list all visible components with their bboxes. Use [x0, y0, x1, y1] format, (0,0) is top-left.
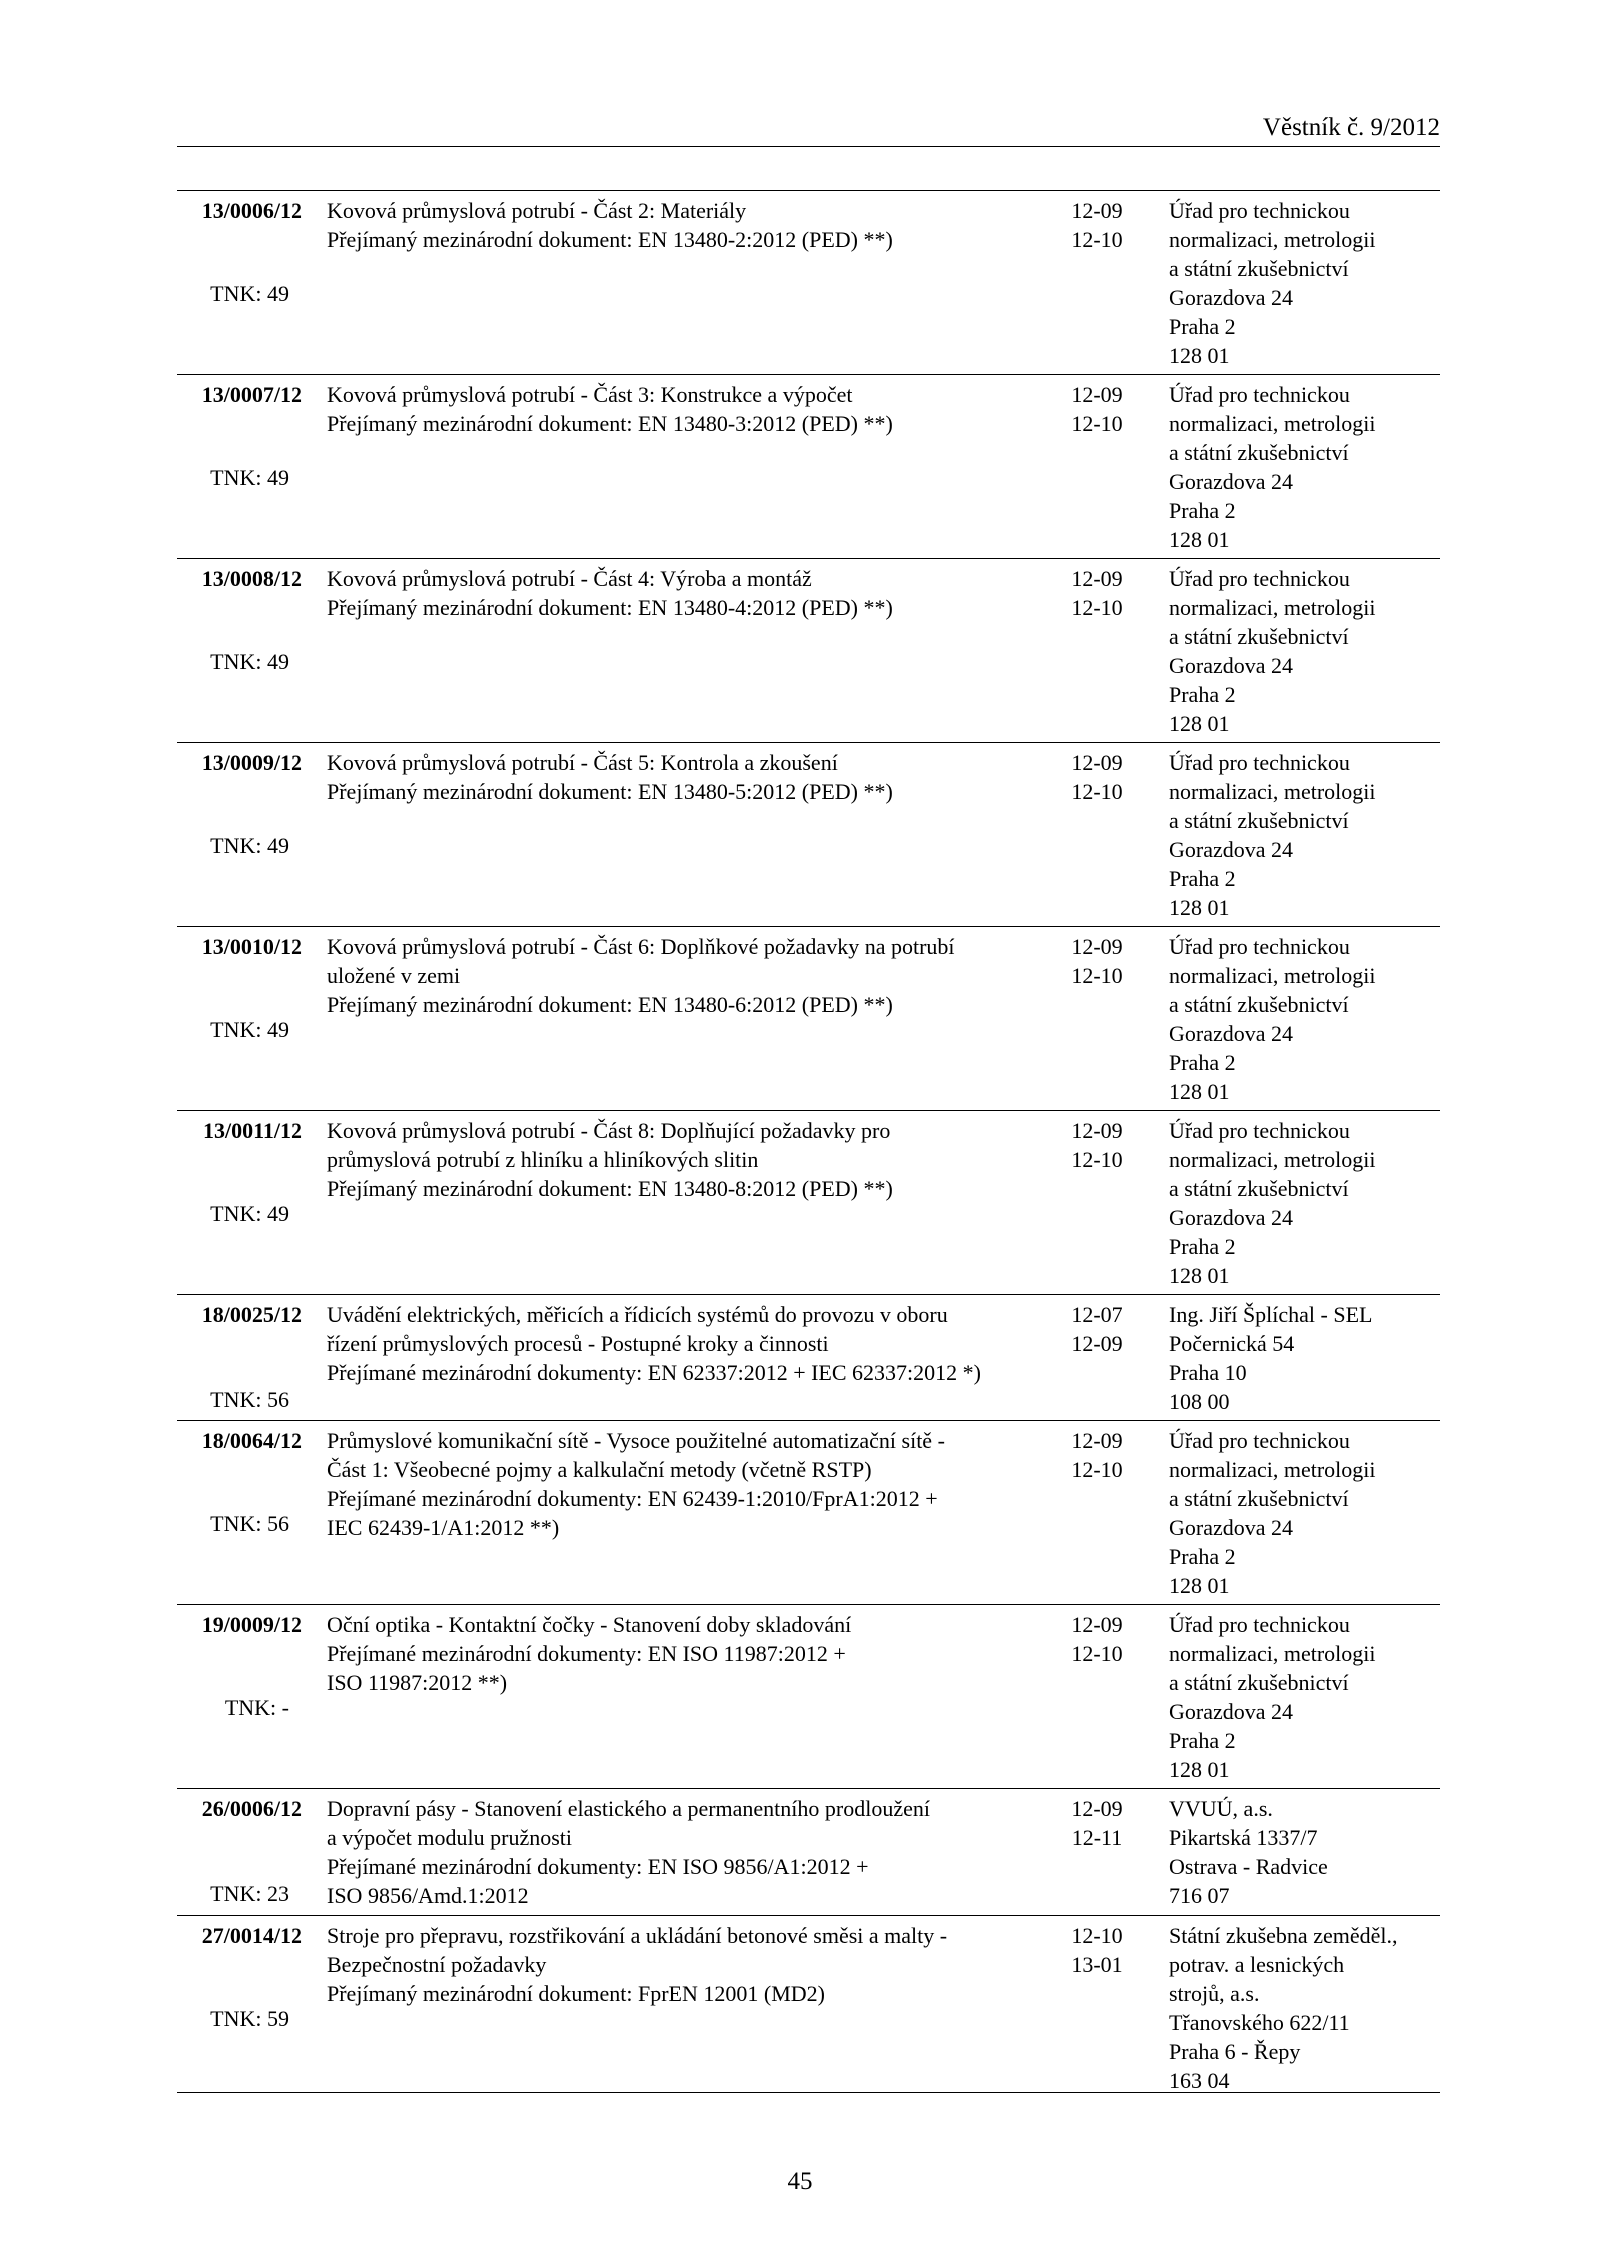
- entry-dates: [1057, 932, 1137, 990]
- organization-line: Počernická 54: [1169, 1331, 1295, 1356]
- description-line: Přejímaný mezinárodní dokument: EN 13480-5:2012 (PED) **): [327, 779, 893, 804]
- description-line: Oční optika - Kontaktní čočky - Stanovení doby skladování: [327, 1612, 852, 1637]
- date-line: 12-09: [1071, 934, 1123, 959]
- entry-organization: [1169, 564, 1440, 738]
- entry-row: [177, 1789, 1440, 1916]
- entry-number: 26/0006/12: [201, 1796, 302, 1821]
- date-line: 12-10: [1071, 963, 1123, 988]
- organization-line: Praha 2: [1169, 1234, 1236, 1259]
- organization-line: normalizaci, metrologii: [1169, 595, 1376, 620]
- entry-number: 13/0008/12: [201, 566, 302, 591]
- description-line: Přejímané mezinárodní dokumenty: EN 62337:2012 + IEC 62337:2012 *): [327, 1360, 981, 1385]
- entry-tnk: TNK: 59: [210, 2006, 289, 2031]
- organization-line: Praha 10: [1169, 1360, 1247, 1385]
- organization-line: 128 01: [1169, 711, 1230, 736]
- organization-line: normalizaci, metrologii: [1169, 1457, 1376, 1482]
- entry-organization: [1169, 932, 1440, 1106]
- organization-line: a státní zkušebnictví: [1169, 1176, 1349, 1201]
- entry-dates: [1057, 1921, 1137, 1979]
- organization-line: Gorazdova 24: [1169, 653, 1294, 678]
- entry-tnk: TNK: 49: [210, 465, 289, 490]
- date-line: 12-07: [1071, 1302, 1123, 1327]
- entry-tnk: TNK: 49: [210, 1201, 289, 1226]
- entry-dates: [1057, 196, 1137, 254]
- organization-line: a státní zkušebnictví: [1169, 1670, 1349, 1695]
- description-line: Bezpečnostní požadavky: [327, 1952, 547, 1977]
- description-line: Stroje pro přepravu, rozstřikování a ukládání betonové směsi a malty -: [327, 1923, 948, 1948]
- entry-organization: [1169, 1921, 1440, 2095]
- organization-line: Praha 2: [1169, 1050, 1236, 1075]
- organization-line: a státní zkušebnictví: [1169, 1486, 1349, 1511]
- organization-line: Ing. Jiří Šplíchal - SEL: [1169, 1302, 1373, 1327]
- organization-line: Třanovského 622/11: [1169, 2010, 1350, 2035]
- description-line: Kovová průmyslová potrubí - Část 5: Kontrola a zkoušení: [327, 750, 838, 775]
- entry-organization: [1169, 196, 1440, 370]
- entry-dates: [1057, 748, 1137, 806]
- entry-row: [177, 1111, 1440, 1295]
- date-line: 12-09: [1071, 198, 1123, 223]
- description-line: Kovová průmyslová potrubí - Část 4: Výroba a montáž: [327, 566, 812, 591]
- entry-row: [177, 1295, 1440, 1421]
- organization-line: Praha 2: [1169, 1728, 1236, 1753]
- organization-line: Praha 2: [1169, 498, 1236, 523]
- entry-dates: [1057, 1116, 1137, 1174]
- date-line: 12-09: [1071, 382, 1123, 407]
- organization-line: normalizaci, metrologii: [1169, 227, 1376, 252]
- organization-line: Gorazdova 24: [1169, 1699, 1294, 1724]
- date-line: 12-09: [1071, 1118, 1123, 1143]
- organization-line: Státní zkušebna zeměděl.,: [1169, 1923, 1398, 1948]
- organization-line: a státní zkušebnictví: [1169, 256, 1349, 281]
- organization-line: Úřad pro technickou: [1169, 382, 1350, 407]
- description-line: ISO 11987:2012 **): [327, 1670, 508, 1695]
- organization-line: normalizaci, metrologii: [1169, 963, 1376, 988]
- entry-tnk: TNK: 23: [210, 1881, 289, 1906]
- organization-line: Praha 2: [1169, 866, 1236, 891]
- date-line: 12-09: [1071, 1428, 1123, 1453]
- organization-line: 128 01: [1169, 1079, 1230, 1104]
- date-line: 12-10: [1071, 1641, 1123, 1666]
- journal-title: Věstník č. 9/2012: [1262, 114, 1440, 141]
- entry-row: [177, 191, 1440, 375]
- entry-organization: [1169, 380, 1440, 554]
- date-line: 12-10: [1071, 595, 1123, 620]
- entry-number: 19/0009/12: [201, 1612, 302, 1637]
- description-line: Přejímané mezinárodní dokumenty: EN 62439-1:2010/FprA1:2012 +: [327, 1486, 938, 1511]
- entry-dates: [1057, 1300, 1137, 1358]
- organization-line: VVUÚ, a.s.: [1169, 1796, 1273, 1821]
- description-line: Kovová průmyslová potrubí - Část 6: Doplňkové požadavky na potrubí: [327, 934, 955, 959]
- organization-line: 716 07: [1169, 1883, 1230, 1908]
- organization-line: Praha 6 - Řepy: [1169, 2039, 1301, 2064]
- page-header: [177, 108, 1440, 147]
- organization-line: Úřad pro technickou: [1169, 566, 1350, 591]
- description-line: Přejímaný mezinárodní dokument: EN 13480-4:2012 (PED) **): [327, 595, 893, 620]
- description-line: a výpočet modulu pružnosti: [327, 1825, 573, 1850]
- organization-line: Gorazdova 24: [1169, 469, 1294, 494]
- organization-line: a státní zkušebnictví: [1169, 808, 1349, 833]
- date-line: 12-10: [1071, 1923, 1123, 1948]
- organization-line: 163 04: [1169, 2068, 1230, 2093]
- entry-row: [177, 1916, 1440, 2093]
- entry-tnk: TNK: 49: [210, 649, 289, 674]
- organization-line: Gorazdova 24: [1169, 1021, 1294, 1046]
- organization-line: Úřad pro technickou: [1169, 198, 1350, 223]
- entry-dates: [1057, 1610, 1137, 1668]
- description-line: ISO 9856/Amd.1:2012: [327, 1883, 529, 1908]
- entry-dates: [1057, 1426, 1137, 1484]
- description-line: Přejímané mezinárodní dokumenty: EN ISO 11987:2012 +: [327, 1641, 846, 1666]
- organization-line: normalizaci, metrologii: [1169, 411, 1376, 436]
- organization-line: Gorazdova 24: [1169, 837, 1294, 862]
- date-line: 12-10: [1071, 779, 1123, 804]
- entry-organization: [1169, 748, 1440, 922]
- organization-line: Gorazdova 24: [1169, 1515, 1294, 1540]
- entry-number: 13/0011/12: [202, 1118, 302, 1143]
- entry-organization: [1169, 1794, 1440, 1910]
- organization-line: Úřad pro technickou: [1169, 1612, 1350, 1637]
- organization-line: a státní zkušebnictví: [1169, 624, 1349, 649]
- organization-line: 128 01: [1169, 1263, 1230, 1288]
- date-line: 12-10: [1071, 1457, 1123, 1482]
- date-line: 12-10: [1071, 227, 1123, 252]
- entry-row: [177, 559, 1440, 743]
- description-line: průmyslová potrubí z hliníku a hliníkových slitin: [327, 1147, 759, 1172]
- organization-line: 128 01: [1169, 527, 1230, 552]
- entry-number: 13/0006/12: [201, 198, 302, 223]
- organization-line: Gorazdova 24: [1169, 285, 1294, 310]
- description-line: Přejímané mezinárodní dokumenty: EN ISO 9856/A1:2012 +: [327, 1854, 869, 1879]
- entry-organization: [1169, 1300, 1440, 1416]
- description-line: Uvádění elektrických, měřicích a řídicích systémů do provozu v oboru: [327, 1302, 948, 1327]
- description-line: řízení průmyslových procesů - Postupné kroky a činnosti: [327, 1331, 829, 1356]
- description-line: Přejímaný mezinárodní dokument: EN 13480-3:2012 (PED) **): [327, 411, 893, 436]
- entry-organization: [1169, 1426, 1440, 1600]
- page-number: 45: [787, 2168, 813, 2195]
- organization-line: Úřad pro technickou: [1169, 750, 1350, 775]
- date-line: 12-10: [1071, 1147, 1123, 1172]
- entry-tnk: TNK: 49: [210, 281, 289, 306]
- description-line: Kovová průmyslová potrubí - Část 3: Konstrukce a výpočet: [327, 382, 853, 407]
- description-line: Přejímaný mezinárodní dokument: FprEN 12001 (MD2): [327, 1981, 825, 2006]
- organization-line: Praha 2: [1169, 682, 1236, 707]
- entry-tnk: TNK: 49: [210, 833, 289, 858]
- organization-line: a státní zkušebnictví: [1169, 992, 1349, 1017]
- organization-line: Praha 2: [1169, 1544, 1236, 1569]
- date-line: 12-09: [1071, 1331, 1123, 1356]
- entry-organization: [1169, 1116, 1440, 1290]
- organization-line: 128 01: [1169, 343, 1230, 368]
- organization-line: Úřad pro technickou: [1169, 1118, 1350, 1143]
- entry-row: [177, 927, 1440, 1111]
- description-line: Kovová průmyslová potrubí - Část 2: Materiály: [327, 198, 747, 223]
- entry-row: [177, 743, 1440, 927]
- organization-line: 108 00: [1169, 1389, 1230, 1414]
- organization-line: a státní zkušebnictví: [1169, 440, 1349, 465]
- organization-line: 128 01: [1169, 1757, 1230, 1782]
- entry-row: [177, 1605, 1440, 1789]
- entry-tnk: TNK: -: [224, 1695, 289, 1720]
- date-line: 12-10: [1071, 411, 1123, 436]
- entry-tnk: TNK: 56: [210, 1387, 289, 1412]
- description-line: uložené v zemi: [327, 963, 461, 988]
- entry-dates: [1057, 380, 1137, 438]
- organization-line: Úřad pro technickou: [1169, 1428, 1350, 1453]
- organization-line: 128 01: [1169, 895, 1230, 920]
- entry-row: [177, 375, 1440, 559]
- date-line: 12-09: [1071, 750, 1123, 775]
- entry-tnk: TNK: 56: [210, 1511, 289, 1536]
- entry-number: 13/0009/12: [201, 750, 302, 775]
- organization-line: normalizaci, metrologii: [1169, 1147, 1376, 1172]
- entry-organization: [1169, 1610, 1440, 1784]
- entries-table: [177, 190, 1440, 2093]
- entry-tnk: TNK: 49: [210, 1017, 289, 1042]
- entry-number: 18/0025/12: [201, 1302, 302, 1327]
- entry-number: 13/0007/12: [201, 382, 302, 407]
- date-line: 12-09: [1071, 1796, 1123, 1821]
- organization-line: Pikartská 1337/7: [1169, 1825, 1318, 1850]
- description-line: Dopravní pásy - Stanovení elastického a permanentního prodloužení: [327, 1796, 930, 1821]
- description-line: Kovová průmyslová potrubí - Část 8: Doplňující požadavky pro: [327, 1118, 891, 1143]
- entry-number: 27/0014/12: [201, 1923, 302, 1948]
- entry-number: 13/0010/12: [201, 934, 302, 959]
- description-line: Přejímaný mezinárodní dokument: EN 13480-6:2012 (PED) **): [327, 992, 893, 1017]
- date-line: 12-11: [1071, 1825, 1123, 1850]
- organization-line: Ostrava - Radvice: [1169, 1854, 1328, 1879]
- entry-number: 18/0064/12: [201, 1428, 302, 1453]
- organization-line: normalizaci, metrologii: [1169, 779, 1376, 804]
- description-line: Přejímaný mezinárodní dokument: EN 13480-8:2012 (PED) **): [327, 1176, 893, 1201]
- date-line: 12-09: [1071, 566, 1123, 591]
- description-line: Část 1: Všeobecné pojmy a kalkulační metody (včetně RSTP): [327, 1457, 872, 1482]
- entry-dates: [1057, 564, 1137, 622]
- date-line: 12-09: [1071, 1612, 1123, 1637]
- organization-line: Úřad pro technickou: [1169, 934, 1350, 959]
- description-line: Přejímaný mezinárodní dokument: EN 13480-2:2012 (PED) **): [327, 227, 893, 252]
- description-line: Průmyslové komunikační sítě - Vysoce použitelné automatizační sítě -: [327, 1428, 945, 1453]
- entry-row: [177, 1421, 1440, 1605]
- organization-line: 128 01: [1169, 1573, 1230, 1598]
- organization-line: Praha 2: [1169, 314, 1236, 339]
- organization-line: normalizaci, metrologii: [1169, 1641, 1376, 1666]
- entry-dates: [1057, 1794, 1137, 1852]
- date-line: 13-01: [1071, 1952, 1123, 1977]
- organization-line: Gorazdova 24: [1169, 1205, 1294, 1230]
- description-line: IEC 62439-1/A1:2012 **): [327, 1515, 560, 1540]
- organization-line: strojů, a.s.: [1169, 1981, 1260, 2006]
- organization-line: potrav. a lesnických: [1169, 1952, 1345, 1977]
